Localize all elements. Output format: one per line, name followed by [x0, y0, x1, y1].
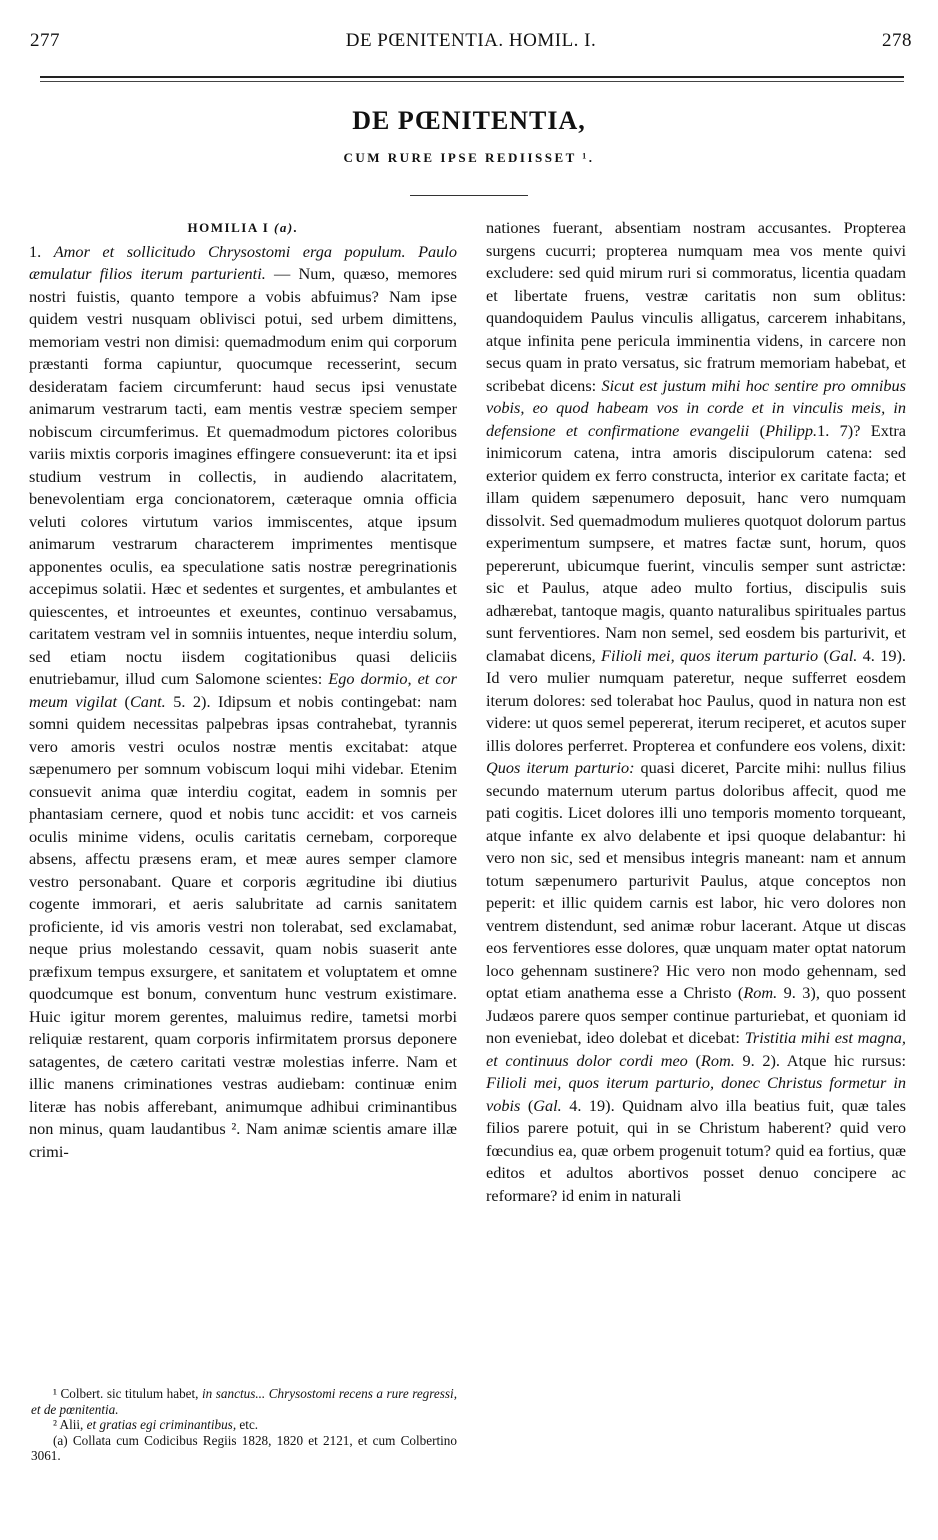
header-rule	[40, 76, 904, 78]
footnotes	[31, 1386, 457, 1464]
quote-gal-2: Filioli mei, quos iterum parturio, donec Christus formetur in vobis	[486, 1073, 906, 1115]
right-paragraph	[486, 217, 906, 1207]
quote-cant: Ego dormio, et cor meum vigilat	[29, 669, 458, 711]
right-text-4: quasi diceret, Parcite mihi: nullus filius secundo maternum uterum partus doloribus affecit, quod me pati cogitis. Licet dolores illi uno temporis momento torqueant, atque infante ex alvo delabente et ipsi quoque delabantur: hi vero non sic, sed et mensibus integris maneant: nam et annum totum sæpenumero parturivit Paulus, atque conceptos non peperit: et illic quidem carnis est labor, hic vero dolores non ventrem distendunt, sed animæ robur lacerant. Atque ut discas eos ferventiores esse dolores, quæ unquam mater optat natorum loco gehennam sustinere? Hic vero non modo gehennam, sed optat etiam anathema esse a Christo	[486, 758, 906, 1002]
subtitle-footnote-mark: ¹.	[582, 150, 595, 165]
footnote-2-text: Alii,	[59, 1417, 84, 1432]
footnote-2-italic: et gratias egi criminantibus,	[86, 1417, 237, 1432]
ref-cant-book: Cant.	[129, 691, 166, 711]
right-text-1: nationes fuerant, absentiam nostram accusantes. Propterea surgens cucurri; propterea numquam mea vos mente quivi excludere: sed quid mirum ruri si commoratus, licentia quadam et libertate fruens, vestræ caritatis non sum oblitus: quandoquidem Paulus vinculis alligatus, carcerem inhabitans, atque infinita pene pericula imminentia videns, in carcere non secus quam in prato versatus, sic fratrum memoriam habebat, et scribebat dicens:	[486, 218, 906, 395]
title-divider	[410, 195, 528, 196]
page-number-left: 277	[30, 30, 60, 51]
ref-rom-book: Rom.	[743, 983, 778, 1002]
ref-paren: (	[823, 645, 829, 665]
quote-gal-1: Filioli mei, quos iterum parturio	[601, 645, 819, 665]
homilia-label: HOMILIA I	[187, 220, 270, 235]
footnote-2	[31, 1417, 457, 1433]
ref-philipp: 1. 7)?	[817, 420, 861, 440]
right-text-3: Id vero mulier numquam pateretur, neque sufferret eosdem iterum dolores: sed tolerabat hoc Paulus, quod in natura non est videre: ut quos semel pepererat, iterum reciperet, et acutos super illis dolores perferret. Propterea et confundere eos volens, dixit:	[486, 668, 906, 755]
footnote-2-tail: etc.	[239, 1417, 259, 1432]
quote-tristitia: Tristitia mihi est magna, et continuus dolor cordi meo	[486, 1028, 907, 1070]
ref-rom-book-2: Rom.	[700, 1050, 735, 1070]
right-text-6: Atque hic rursus:	[779, 1050, 907, 1070]
ref-paren: (	[527, 1095, 534, 1115]
subtitle-text: CUM RURE IPSE REDIISSET	[343, 150, 577, 165]
section-summary: Amor et sollicitudo Chrysostomi erga populum. Paulo æmulatur filios iterum parturienti.	[29, 241, 457, 283]
homilia-note: (a).	[274, 220, 299, 235]
footnote-mark-2: ².	[231, 1119, 241, 1138]
left-column	[29, 217, 457, 1163]
ref-cant: 5. 2).	[165, 691, 211, 711]
ref-paren: (	[737, 983, 744, 1002]
left-text-1: — Num, quæso, memores nostri fuistis, quanto tempore a vobis abfuimus? Nam ipse quidem vestri nusquam oblivisci potui, sed urbem dimittens, memoriam vestri non dimisi: quemadmodum enim qui corporum præstanti forma capiuntur, quocumque recesserint, secum desideratam faciem circumferunt: haud secus ipsi venustate animarum vestrarum tacti, eam mentis vestræ speciem semper nobiscum circumferimus. Et quemadmodum pictores coloribus variis mixtis corporis imagines effingere consueverunt: ita et ipsi studium vestrum in collectis, in audiendo alacritatem, benevolentiam erga concionatorem, cæteraque omnia officia veluti colores virtutum varios immiscentes, atque ipsum animarum vestrarum characterem imprimentes mentisque apponentes oculis, ea speculatione satis nostræ peregrinationis accepimus solatii. Hæc et sedentes et surgentes, et ambulantes et quiescentes, et introeuntes et exeuntes, continuo versabamus, caritatem vestram vel in somniis intuentes, neque interdiu solum, sed etiam noctu iisdem cogitationibus quasi deliciis enutriebamur, illud cum Salomone scientes:	[29, 264, 458, 688]
left-paragraph	[29, 241, 457, 1164]
footnote-3	[31, 1433, 457, 1464]
running-title: DE PŒNITENTIA. HOMIL. I.	[345, 30, 597, 51]
quote-parturio: Quos iterum parturio:	[486, 758, 635, 777]
quote-philipp: Sicut est justum mihi hoc sentire pro omnibus vobis, eo quod habeam vos in corde et in vinculis meis, in defensione et confirmatione evangelii	[486, 375, 906, 440]
ref-gal-book: Gal.	[828, 645, 858, 665]
ref-paren: (	[759, 420, 766, 440]
left-text-3: Nam animæ scientis amare illæ crimi-	[29, 1119, 457, 1161]
header-rule-thin	[40, 81, 904, 82]
page-number-right: 278	[882, 30, 912, 51]
right-text-7: Quidnam alvo illa beatius fuit, quæ tales filios parere potuit, qui in se Christum haberent? quid vero fœcundius ea, quæ orbem progenuit totum? quid ea fortius, quæ editos et adultos abortivos posset denuo concipere ac reformare? id enim in naturali	[486, 1095, 906, 1205]
ref-philipp-book: Philipp.	[765, 420, 818, 440]
ref-gal-book-2: Gal.	[533, 1095, 562, 1115]
document-title: DE PŒNITENTIA,	[352, 106, 586, 135]
ref-rom-2: 9. 2).	[734, 1050, 780, 1070]
ref-gal-2: 4. 19).	[561, 1095, 615, 1115]
ref-paren: (	[124, 691, 130, 711]
footnote-3-text: Collata cum Codicibus Regiis 1828, 1820 et 2121, et cum Colbertino 3061.	[31, 1432, 457, 1463]
ref-paren: (	[695, 1050, 701, 1070]
left-text-2: Idipsum et nobis contingebat: nam somni quidem necessitas palpebras ipsas contrahebat, tyrannis vero amoris vestri oculos nostræ mentis excitabat: atque sæpenumero per somnum vobiscum loqui mihi videbar. Etenim consuevit anima quæ interdiu cogitat, eadem in somnis per phantasiam cernere, quod et nobis tunc accidit: et vos carneis oculis minime videns, oculis caritatis cernebam, corporeque absens, affectu præsens eram, et meæ aures semper clamore vestro personabant. Quare et corporis ægritudine ibi diutius cogente immorari, et aeris salubritate ad carnis sanitatem proficiente, id vis amoris vestri non tolerabat, sed exclamabat, neque prius molestando cessavit, quam nobis suaserit ante præfixum tempus exsurgere, et sanitatem et voluptatem et omne quodcumque est bonum, conventum hunc vestrum existimare. Huic igitur morem gerentes, maluimus redire, tametsi morbi reliquiæ restarent, quam corporis infirmitatem prorsus deponere satagentes, de cætero caritati vestræ molestias inferre. Nam et illic manens criminationes vestras audiebam: continuæ enim literæ has nobis afferebant, animumque adhibui criminantibus non minus, quam laudantibus	[29, 691, 457, 1138]
right-text-5: quo possent Judæos parere quos semper continue parturiebat, et quoniam id non eveniebat, ideo dolebat et dicebat:	[486, 983, 906, 1047]
footnote-1-text: Colbert. sic titulum habet,	[60, 1386, 199, 1401]
footnote-1-mark: ¹	[53, 1386, 57, 1401]
running-header	[30, 30, 912, 56]
footnote-2-mark: ²	[53, 1417, 57, 1432]
section-number: 1.	[29, 241, 42, 261]
footnote-3-mark: (a)	[53, 1432, 68, 1448]
ref-rom-1: 9. 3),	[777, 983, 820, 1002]
document-subtitle	[0, 150, 938, 166]
footnote-1-italic: in sanctus... Chrysostomi recens a rure regressi, et de pœnitentia.	[31, 1386, 458, 1417]
homilia-heading	[29, 217, 457, 240]
footnote-1	[31, 1386, 457, 1417]
right-text-2: Extra inimicorum catena, intra amoris discipulorum catena: sed exterior quidem ex ferro constructa, interior ex caritate facta; et illam quidem sæpenumero deposuit, hanc vero numquam dissolvit. Sed quemadmodum mulieres quotquot dolorum partus experimentum sumpsere, et matres factæ sunt, horum, quos pepererunt, ubicumque fuerint, vinculis semper sunt astrictæ: sic et Paulus, atque adeo multo fortius, discipulis suis adhærebat, tantoque magis, quanto naturalibus spirituales partus sunt ferventiores. Nam non semel, sed eosdem bis parturivit, et clamabat dicens,	[486, 420, 907, 665]
right-column	[486, 217, 906, 1207]
ref-gal-1: 4. 19).	[857, 645, 906, 665]
